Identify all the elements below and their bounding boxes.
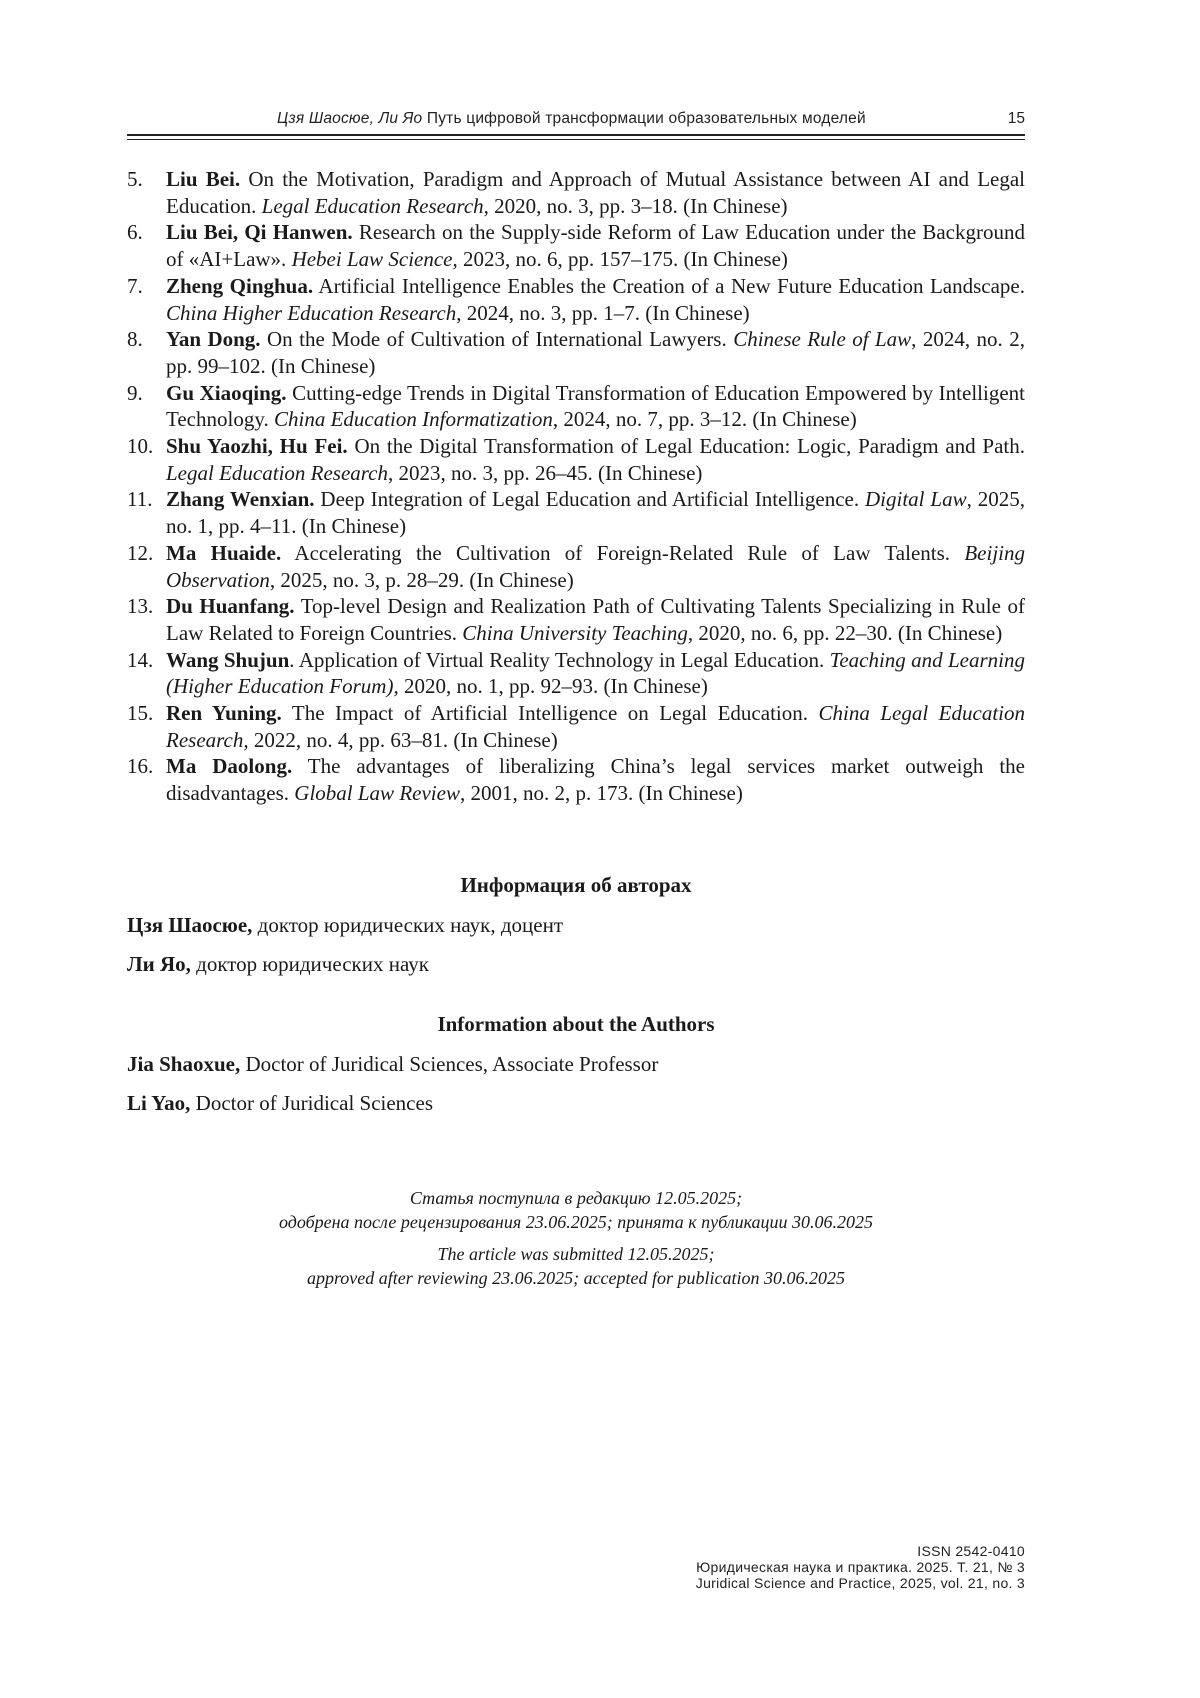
reference-number: 7. bbox=[127, 273, 143, 298]
reference-title: Top-level Design and Realization Path of Cultivating Talents Specializing in Rule of Law Related to Foreign Countries. bbox=[166, 594, 1025, 645]
author-info-line bbox=[127, 1091, 433, 1116]
dates-ru-line-1: Статья поступила в редакцию 12.05.2025; bbox=[409, 1188, 743, 1208]
reference-journal: Chinese Rule of Law bbox=[733, 327, 912, 352]
reference-item bbox=[127, 647, 1025, 700]
reference-authors: Zheng Qinghua. bbox=[166, 273, 314, 298]
reference-details: , 2001, no. 2, p. 173. (In Chinese) bbox=[459, 781, 743, 806]
reference-details: , 2020, no. 3, pp. 3–18. (In Chinese) bbox=[483, 193, 788, 218]
reference-number: 11. bbox=[127, 487, 153, 512]
reference-journal: Global Law Review bbox=[294, 781, 460, 806]
reference-details: , 2024, no. 3, pp. 1–7. (In Chinese) bbox=[456, 300, 750, 325]
footer-issn: ISSN 2542-0410 bbox=[917, 1543, 1025, 1559]
running-header-article-title: Путь цифровой трансформации образовательных моделей bbox=[426, 110, 866, 127]
reference-title: The Impact of Artificial Intelligence on Legal Education. bbox=[281, 701, 819, 726]
reference-title: Accelerating the Cultivation of Foreign-Related Rule of Law Talents. bbox=[281, 540, 965, 565]
reference-number: 13. bbox=[127, 594, 154, 619]
reference-title: . Application of Virtual Reality Technology in Legal Education. bbox=[289, 647, 830, 672]
reference-number: 14. bbox=[127, 647, 154, 672]
reference-number: 10. bbox=[127, 434, 154, 459]
reference-details: 2022, no. 4, pp. 63–81. (In Chinese) bbox=[248, 727, 558, 752]
reference-title: Artificial Intelligence Enables the Creation of a New Future Education Landscape. bbox=[313, 273, 1025, 298]
reference-title: The advantages of liberalizing China’s legal services market outweigh the disadvantages. bbox=[166, 754, 1026, 806]
author-info-line bbox=[127, 913, 563, 938]
author-degree: доктор юридических наук bbox=[190, 952, 429, 976]
reference-item bbox=[127, 540, 1025, 593]
reference-number: 8. bbox=[127, 327, 143, 352]
dates-ru-line-2: одобрена после рецензирования 23.06.2025; принята к публикации 30.06.2025 bbox=[278, 1212, 874, 1232]
submission-dates-en bbox=[127, 1242, 1025, 1290]
reference-number: 6. bbox=[127, 220, 143, 245]
reference-journal: Legal Education Research bbox=[166, 460, 389, 485]
reference-details: 2020, no. 1, pp. 92–93. (In Chinese) bbox=[398, 674, 708, 699]
page-number: 15 bbox=[1007, 110, 1025, 127]
footer-journal-ru: Юридическая наука и практика. 2025. Т. 21, № 3 bbox=[696, 1559, 1025, 1575]
reference-item bbox=[127, 166, 1025, 219]
reference-item bbox=[127, 219, 1025, 272]
author-info-line bbox=[127, 952, 429, 977]
reference-details: , 2024, no. 7, pp. 3–12. (In Chinese) bbox=[552, 407, 857, 432]
reference-number: 16. bbox=[127, 754, 154, 779]
reference-authors: Ma Huaide. bbox=[166, 540, 282, 565]
reference-journal: Beijing Observation bbox=[166, 540, 1026, 592]
reference-title: On the Mode of Cultivation of International Lawyers. bbox=[260, 327, 734, 352]
reference-title: Research on the Supply-side Reform of Law Education under the Background of «AI+Law». bbox=[166, 220, 1026, 272]
dates-en-line-1: The article was submitted 12.05.2025; bbox=[437, 1244, 715, 1264]
author-info-line bbox=[127, 1052, 658, 1077]
reference-item bbox=[127, 326, 1025, 379]
reference-authors: Zhang Wenxian. bbox=[166, 487, 315, 512]
author-name: Li Yao, bbox=[127, 1091, 191, 1115]
reference-details: , 2025, no. 1, pp. 4–11. (In Chinese) bbox=[166, 487, 1025, 539]
reference-authors: Du Huanfang. bbox=[166, 594, 295, 619]
reference-authors: Shu Yaozhi, Hu Fei. bbox=[166, 434, 348, 459]
authors-info-heading-ru: Информация об авторах bbox=[460, 873, 692, 897]
author-name: Ли Яо, bbox=[127, 952, 191, 976]
reference-journal: Legal Education Research bbox=[261, 193, 484, 218]
running-header-title bbox=[127, 110, 866, 128]
running-header bbox=[127, 110, 1025, 128]
reference-authors: Yan Dong. bbox=[166, 327, 261, 352]
author-degree: Doctor of Juridical Sciences, Associate Professor bbox=[240, 1052, 659, 1076]
reference-authors: Ren Yuning. bbox=[166, 701, 282, 726]
reference-journal: China Legal Education Research, bbox=[166, 701, 1026, 752]
dates-en-line-2: approved after reviewing 23.06.2025; accepted for publication 30.06.2025 bbox=[306, 1268, 846, 1288]
reference-item bbox=[127, 380, 1025, 433]
reference-title: Deep Integration of Legal Education and Artificial Intelligence. bbox=[314, 487, 865, 512]
reference-title: On the Motivation, Paradigm and Approach of Mutual Assistance between AI and Legal Education. bbox=[166, 167, 1025, 218]
reference-authors: Liu Bei, Qi Hanwen. bbox=[166, 220, 353, 245]
reference-journal: China University Teaching, bbox=[462, 620, 694, 645]
reference-authors: Wang Shujun bbox=[166, 647, 290, 672]
submission-dates-ru bbox=[127, 1186, 1025, 1234]
authors-info-heading-en: Information about the Authors bbox=[437, 1012, 715, 1036]
reference-title: Cutting-edge Trends in Digital Transformation of Education Empowered by Intelligent Technology. bbox=[166, 380, 1025, 432]
reference-details: , 2024, no. 2, pp. 99–102. (In Chinese) bbox=[166, 327, 1025, 378]
reference-item bbox=[127, 433, 1025, 486]
reference-authors: Ma Daolong. bbox=[166, 754, 293, 779]
header-rule-thick bbox=[127, 134, 1025, 136]
reference-journal: China Education Informatization bbox=[273, 407, 553, 432]
reference-number: 9. bbox=[127, 380, 143, 405]
reference-journal: Hebei Law Science bbox=[291, 247, 453, 272]
journal-footer bbox=[696, 1543, 1025, 1591]
author-name: Цзя Шаосюе, bbox=[127, 913, 253, 937]
reference-authors: Gu Xiaoqing. bbox=[166, 380, 287, 405]
reference-number: 5. bbox=[127, 167, 143, 191]
reference-number: 12. bbox=[127, 540, 154, 565]
reference-details: , 2023, no. 6, pp. 157–175. (In Chinese) bbox=[452, 247, 788, 272]
reference-item bbox=[127, 753, 1025, 806]
reference-journal: Digital Law bbox=[865, 487, 967, 512]
author-name: Jia Shaoxue, bbox=[127, 1052, 241, 1076]
reference-item bbox=[127, 273, 1025, 326]
reference-item bbox=[127, 700, 1025, 753]
author-degree: доктор юридических наук, доцент bbox=[252, 913, 564, 937]
reference-number: 15. bbox=[127, 701, 154, 726]
reference-details: , 2025, no. 3, p. 28–29. (In Chinese) bbox=[269, 567, 574, 592]
reference-title: On the Digital Transformation of Legal Education: Logic, Paradigm and Path. bbox=[347, 434, 1025, 459]
reference-journal: China Higher Education Research bbox=[166, 300, 457, 325]
reference-item bbox=[127, 593, 1025, 646]
reference-item bbox=[127, 486, 1025, 539]
author-degree: Doctor of Juridical Sciences bbox=[190, 1091, 433, 1115]
header-rule-thin bbox=[127, 139, 1025, 140]
running-header-authors: Цзя Шаосюе, Ли Яо bbox=[277, 110, 423, 127]
reference-details: , 2023, no. 3, pp. 26–45. (In Chinese) bbox=[388, 460, 703, 485]
reference-list bbox=[127, 166, 1025, 807]
reference-details: 2020, no. 6, pp. 22–30. (In Chinese) bbox=[693, 620, 1003, 645]
footer-journal-en: Juridical Science and Practice, 2025, vol. 21, no. 3 bbox=[695, 1575, 1025, 1591]
reference-authors: Liu Bei. bbox=[166, 167, 241, 191]
reference-journal: Teaching and Learning (Higher Education Forum), bbox=[166, 647, 1025, 699]
